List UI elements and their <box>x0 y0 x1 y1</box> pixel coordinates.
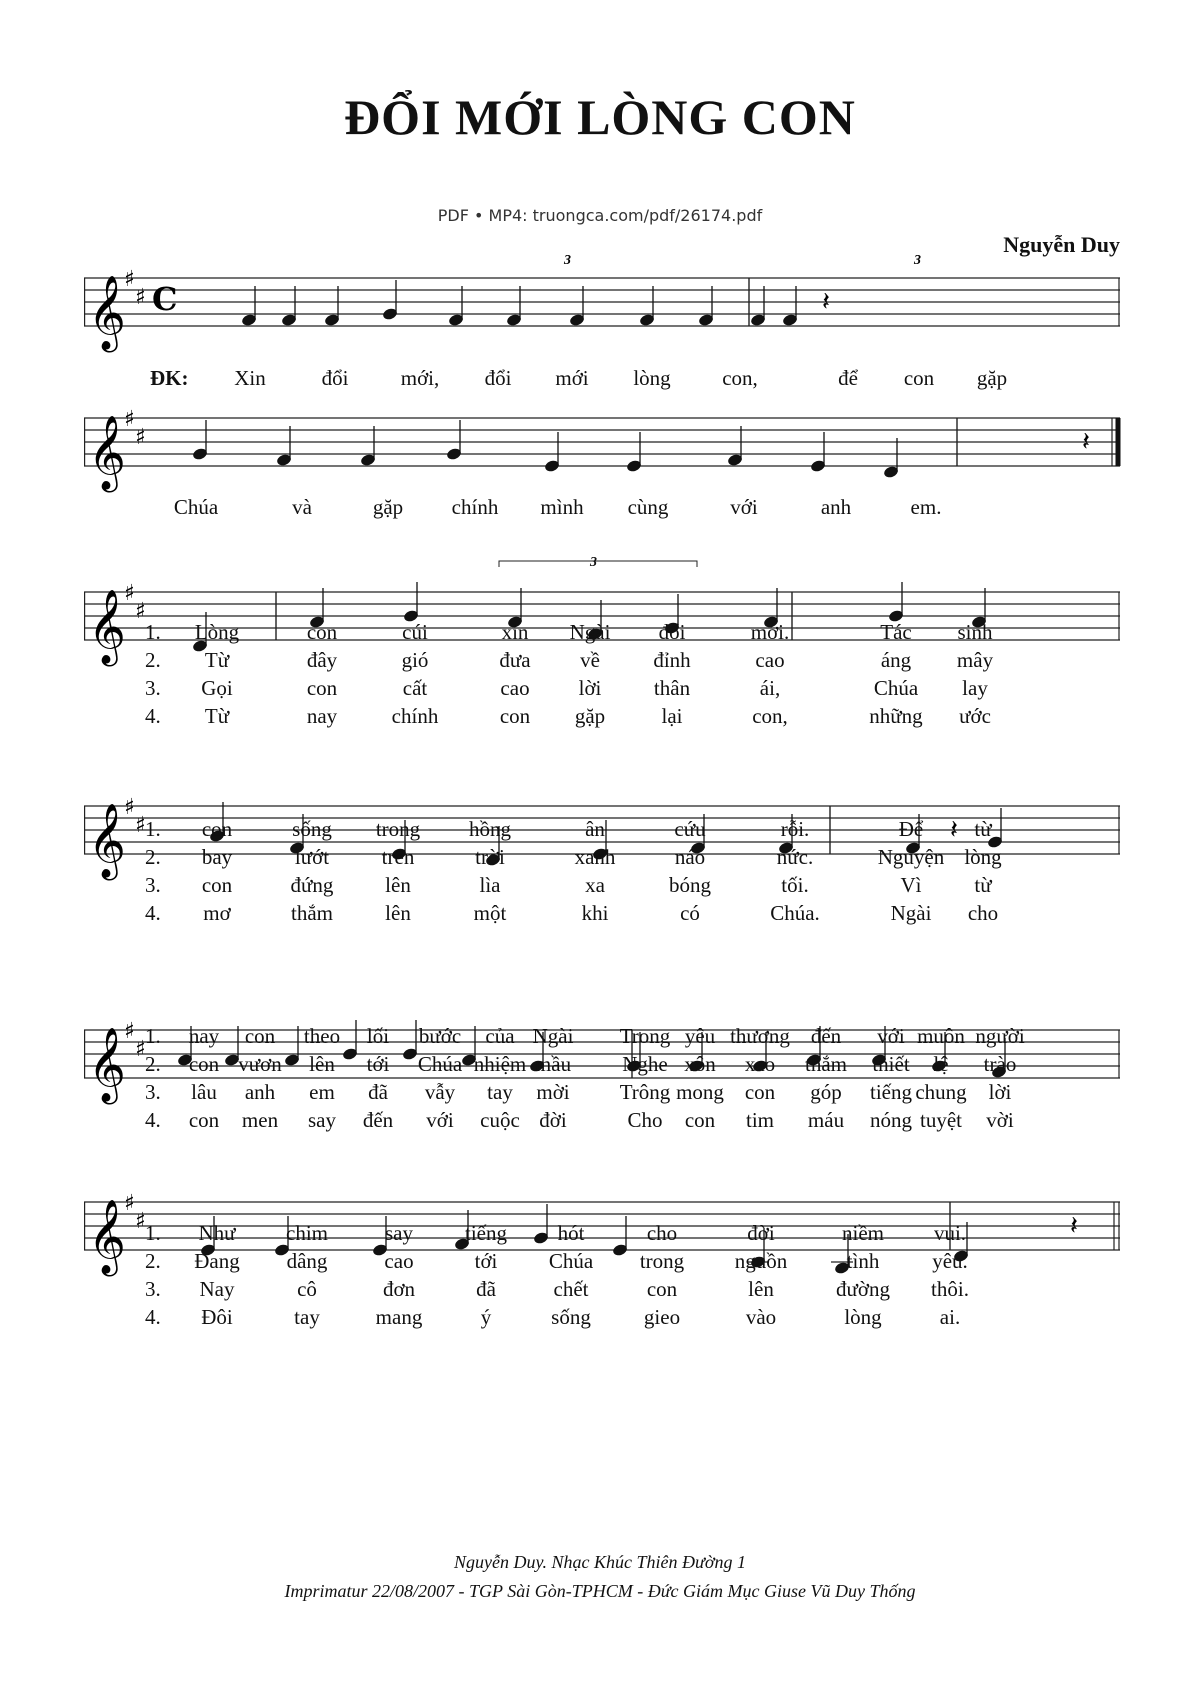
lyric-syllable: tới <box>366 1052 390 1076</box>
lyric-syllable: Vì <box>900 873 922 897</box>
lyric-syllable: đường <box>836 1277 890 1301</box>
lyric-syllable: mình <box>540 495 584 519</box>
lyric-syllable: lên <box>748 1277 774 1301</box>
triplet-mark: 3 <box>564 253 571 268</box>
lyric-syllable: gặp <box>574 704 606 728</box>
lyric-syllable: con <box>201 873 233 897</box>
lyric-syllable: men <box>241 1108 279 1132</box>
lyric-syllable: lòng <box>844 1305 882 1329</box>
lyric-syllable: đã <box>476 1277 496 1301</box>
lyric-syllable: lên <box>385 873 411 897</box>
lyric-syllable: Chúa <box>548 1249 594 1273</box>
lyric-syllable: nguồn <box>734 1249 788 1273</box>
lyric-syllable: Đang <box>194 1249 240 1273</box>
lyric-syllable: nhiệm <box>473 1052 527 1076</box>
lyric-syllable: Ngài <box>569 620 611 644</box>
sharp-icon: ♯ <box>124 267 135 292</box>
sharp-icon: ♯ <box>124 1019 135 1044</box>
lyric-syllable: cúi <box>402 620 428 644</box>
lyric-syllable: say <box>308 1108 336 1132</box>
lyric-syllable: cao <box>500 676 530 700</box>
lyric-syllable: con <box>188 1108 220 1132</box>
lyric-syllable: cứu <box>674 817 706 841</box>
lyric-syllable: bước <box>418 1024 462 1048</box>
lyric-syllable: sinh <box>957 620 993 644</box>
lyric-syllable: chính <box>451 495 499 519</box>
lyric-syllable: xanh <box>574 845 616 869</box>
lyric-syllable: đổi <box>658 620 686 644</box>
lyric-syllable: với <box>730 495 758 519</box>
lyric-syllable: Cho <box>627 1108 663 1132</box>
lyric-syllable: chết <box>553 1277 589 1301</box>
lyric-syllable: anh <box>244 1080 276 1104</box>
staff-system-2 <box>84 388 1120 498</box>
lyric-syllable: yêu. <box>932 1249 968 1273</box>
verse-number: 1. <box>145 817 161 841</box>
lyric-syllable: dâng <box>286 1249 328 1273</box>
lyric-syllable: đổi <box>484 366 512 390</box>
lyric-syllable: Tác <box>880 620 912 644</box>
lyric-syllable: Chúa <box>417 1052 463 1076</box>
lyric-syllable: lời <box>988 1080 1012 1104</box>
lyric-syllable: Nguyện <box>877 845 945 869</box>
lyric-syllable: Từ <box>204 648 230 672</box>
sharp-icon: ♯ <box>124 407 135 432</box>
lyric-syllable: về <box>580 648 600 672</box>
lyric-syllable: cuộc <box>480 1108 520 1132</box>
lyric-syllable: tới <box>474 1249 498 1273</box>
verse-number: 1. <box>145 1024 161 1048</box>
lyric-syllable: Trông <box>619 1080 671 1104</box>
lyric-syllable: mới <box>555 366 589 390</box>
lyric-syllable: với <box>877 1024 905 1048</box>
lyric-syllable: ai. <box>939 1305 961 1329</box>
lyric-syllable: Chúa <box>173 495 219 519</box>
treble-clef-icon: 𝄞 <box>88 804 126 878</box>
lyric-syllable: đổi <box>321 366 349 390</box>
lyric-syllable: lòng <box>633 366 671 390</box>
sharp-icon: ♯ <box>135 1037 146 1062</box>
footer-source: Nguyễn Duy. Nhạc Khúc Thiên Đường 1 <box>454 1552 746 1572</box>
lyric-syllable: gió <box>401 648 429 672</box>
lyric-syllable: thắm <box>291 901 333 925</box>
lyric-syllable: ái, <box>759 676 781 700</box>
footer-imprimatur: Imprimatur 22/08/2007 - TGP Sài Gòn-TPHCM - Đức Giám Mục Giuse Vũ Duy Thống <box>284 1581 916 1601</box>
lyric-syllable: hót <box>557 1221 585 1245</box>
lyric-syllable: Từ <box>204 704 230 728</box>
sharp-icon: ♯ <box>135 599 146 624</box>
lyric-syllable: lời <box>578 676 602 700</box>
lyric-syllable: mây <box>956 648 994 672</box>
sharp-icon: ♯ <box>135 425 146 450</box>
lyric-syllable: bóng <box>669 873 711 897</box>
lyric-syllable: vào <box>745 1305 777 1329</box>
verse-number: 4. <box>145 704 161 728</box>
lyric-syllable: đơn <box>382 1277 416 1301</box>
lyric-syllable: máu <box>807 1108 845 1132</box>
lyric-syllable: lâu <box>191 1080 217 1104</box>
lyric-syllable: áng <box>880 648 912 672</box>
lyric-syllable: sống <box>551 1305 591 1329</box>
refrain-label: ĐK: <box>150 366 189 390</box>
lyric-syllable: cùng <box>627 495 669 519</box>
lyric-syllable: mầu <box>534 1052 572 1076</box>
lyric-syllable: tim <box>745 1108 775 1132</box>
verse-number: 4. <box>145 1305 161 1329</box>
lyric-syllable: rỗi. <box>780 817 810 841</box>
lyric-syllable: sống <box>292 817 332 841</box>
lyric-syllable: lối <box>366 1024 390 1048</box>
lyric-syllable: em <box>309 1080 335 1104</box>
lyric-syllable: tối. <box>781 873 809 897</box>
lyric-syllable: náo <box>674 845 706 869</box>
lyric-syllable: góp <box>810 1080 842 1104</box>
lyric-syllable: con <box>306 676 338 700</box>
lyric-syllable: tình <box>846 1249 880 1273</box>
sharp-icon: ♯ <box>124 1191 135 1216</box>
lyric-syllable: vươn <box>238 1052 282 1076</box>
lyric-syllable: xa <box>585 873 605 897</box>
lyric-syllable: xao <box>744 1052 776 1076</box>
lyric-syllable: vẫy <box>424 1080 456 1104</box>
lyric-syllable: em. <box>910 495 942 519</box>
lyric-syllable: chim <box>286 1221 328 1245</box>
source-link[interactable]: PDF • MP4: truongca.com/pdf/26174.pdf <box>437 206 763 225</box>
lyric-syllable: con <box>684 1108 716 1132</box>
lyric-syllable: Nghe <box>622 1052 668 1076</box>
lyric-syllable: lướt <box>294 845 330 869</box>
lyric-syllable: Gọi <box>201 676 233 700</box>
verse-number: 3. <box>145 1080 161 1104</box>
lyric-syllable: những <box>869 704 923 728</box>
verse-number: 3. <box>145 676 161 700</box>
triplet-bracket <box>499 561 697 567</box>
lyric-syllable: lên <box>385 901 411 925</box>
treble-clef-icon: 𝄞 <box>88 590 126 664</box>
verse-number: 4. <box>145 901 161 925</box>
lyric-syllable: thân <box>653 676 691 700</box>
lyric-syllable: cô <box>297 1277 317 1301</box>
lyric-syllable: gặp <box>372 495 404 519</box>
lyric-syllable: Ngài <box>532 1024 574 1048</box>
lyric-syllable: hồng <box>469 817 511 841</box>
lyric-syllable: khi <box>581 901 609 925</box>
lyric-syllable: một <box>473 901 507 925</box>
lyric-syllable: nay <box>306 704 338 728</box>
lyric-syllable: con <box>744 1080 776 1104</box>
lyric-syllable: có <box>680 901 700 925</box>
quarter-rest-icon: 𝄽 <box>1082 427 1090 457</box>
lyric-syllable: cất <box>402 676 428 700</box>
lyric-syllable: thương <box>730 1024 790 1048</box>
lyric-syllable: trời <box>475 845 505 869</box>
lyric-syllable: Ngài <box>890 901 932 925</box>
lyric-syllable: cho <box>967 901 999 925</box>
lyric-syllable: say <box>385 1221 413 1245</box>
lyric-syllable: người <box>975 1024 1025 1048</box>
lyric-syllable: từ <box>974 817 992 841</box>
lyric-syllable: Nay <box>199 1277 235 1301</box>
sharp-icon: ♯ <box>135 1209 146 1234</box>
treble-clef-icon: 𝄞 <box>88 1200 126 1274</box>
lyric-syllable: Đôi <box>201 1305 233 1329</box>
lyric-syllable: thôi. <box>931 1277 969 1301</box>
lyric-syllable: nay <box>188 1024 220 1048</box>
lyric-syllable: mơ <box>203 901 231 925</box>
lyric-syllable: nức. <box>776 845 814 869</box>
lyric-syllable: ân <box>585 817 605 841</box>
verse-number: 2. <box>145 1249 161 1273</box>
lyric-syllable: yêu <box>684 1024 716 1048</box>
lyric-syllable: Xin <box>234 366 266 390</box>
lyric-syllable: mong <box>676 1080 724 1104</box>
lyric-syllable: Lòng <box>194 620 240 644</box>
staff-system-1 <box>84 248 1120 358</box>
lyric-syllable: đưa <box>499 648 531 672</box>
lyric-syllable: con, <box>722 366 758 390</box>
lyric-syllable: vời <box>986 1108 1014 1132</box>
lyric-syllable: cao <box>384 1249 414 1273</box>
lyric-syllable: để <box>838 366 858 390</box>
lyric-syllable: Trong <box>619 1024 671 1048</box>
lyric-syllable: tay <box>487 1080 513 1104</box>
song-title: ĐỔI MỚI LÒNG CON <box>344 89 856 145</box>
lyric-syllable: tiếng <box>870 1080 912 1104</box>
lyric-syllable: đã <box>368 1080 388 1104</box>
lyric-syllable: con <box>201 817 233 841</box>
quarter-rest-icon: 𝄽 <box>950 815 958 845</box>
lyric-syllable: cao <box>755 648 785 672</box>
lyric-syllable: thiết <box>872 1052 910 1076</box>
common-time-icon: C <box>152 280 178 318</box>
lyric-syllable: mang <box>375 1305 423 1329</box>
lyric-syllable: xin <box>501 620 529 644</box>
lyric-syllable: tay <box>294 1305 320 1329</box>
treble-clef-icon: 𝄞 <box>88 1028 126 1102</box>
lyric-syllable: tiếng <box>465 1221 507 1245</box>
verse-number: 2. <box>145 1052 161 1076</box>
lyric-syllable: đời <box>747 1221 775 1245</box>
lyric-syllable: với <box>426 1108 454 1132</box>
lyric-syllable: thắm <box>805 1052 847 1076</box>
lyric-syllable: và <box>292 495 312 519</box>
lyric-syllable: chính <box>391 704 439 728</box>
lyric-syllable: đến <box>810 1024 842 1048</box>
lyric-syllable: ước <box>959 704 991 728</box>
composer-name: Nguyễn Duy <box>1003 232 1120 257</box>
lyric-syllable: lại <box>661 704 683 728</box>
lyric-syllable: con <box>188 1052 220 1076</box>
lyric-syllable: niềm <box>842 1221 884 1245</box>
lyric-syllable: xôn <box>684 1052 716 1076</box>
lyric-syllable: đến <box>362 1108 394 1132</box>
lyric-syllable: muôn <box>917 1024 965 1048</box>
lyric-syllable: gieo <box>643 1305 681 1329</box>
verse-number: 1. <box>145 620 161 644</box>
lyric-syllable: đây <box>306 648 338 672</box>
lyric-syllable: ý <box>480 1305 492 1329</box>
lyric-syllable: mời <box>536 1080 570 1104</box>
lyric-syllable: Chúa. <box>770 901 820 925</box>
lyric-syllable: vui. <box>933 1221 967 1245</box>
quarter-rest-icon: 𝄽 <box>1070 1211 1078 1241</box>
lyric-syllable: trên <box>381 845 415 869</box>
lyric-syllable: chung <box>915 1080 967 1104</box>
lyric-syllable: Để <box>898 817 924 841</box>
lyric-syllable: lên <box>309 1052 335 1076</box>
lyric-syllable: bay <box>201 845 233 869</box>
verse-number: 3. <box>145 1277 161 1301</box>
lyric-syllable: trào <box>983 1052 1017 1076</box>
lyric-syllable: đời <box>539 1108 567 1132</box>
verse-number: 3. <box>145 873 161 897</box>
lyric-syllable: con <box>646 1277 678 1301</box>
lyric-syllable: Như <box>198 1221 236 1245</box>
lyric-syllable: từ <box>974 873 992 897</box>
footer <box>0 1548 1200 1606</box>
verse-number: 2. <box>145 648 161 672</box>
lyric-syllable: anh <box>820 495 852 519</box>
lyric-syllable: trong <box>639 1249 685 1273</box>
sharp-icon: ♯ <box>135 813 146 838</box>
lyric-syllable: đứng <box>290 873 334 897</box>
lyric-syllable: cho <box>646 1221 678 1245</box>
sharp-icon: ♯ <box>124 795 135 820</box>
lyric-syllable: lệ <box>933 1052 949 1076</box>
lyric-syllable: Chúa <box>873 676 919 700</box>
lyric-syllable: con, <box>752 704 788 728</box>
lyric-syllable: con <box>499 704 531 728</box>
lyric-syllable: mới, <box>400 366 440 390</box>
verse-number: 1. <box>145 1221 161 1245</box>
lyric-syllable: lòng <box>964 845 1002 869</box>
lyric-syllable: mới. <box>750 620 790 644</box>
treble-clef-icon: 𝄞 <box>88 276 126 350</box>
verse-number: 4. <box>145 1108 161 1132</box>
lyric-syllable: của <box>485 1024 515 1048</box>
quarter-rest-icon: 𝄽 <box>822 287 830 317</box>
lyric-syllable: con <box>244 1024 276 1048</box>
lyric-syllable: đỉnh <box>653 648 691 672</box>
treble-clef-icon: 𝄞 <box>88 416 126 490</box>
triplet-mark: 3 <box>590 555 597 570</box>
lyric-syllable: trong <box>375 817 421 841</box>
lyric-syllable: lay <box>962 676 988 700</box>
lyric-syllable: gặp <box>976 366 1008 390</box>
triplet-mark: 3 <box>914 253 921 268</box>
lyric-syllable: theo <box>303 1024 341 1048</box>
lyric-syllable: nóng <box>870 1108 912 1132</box>
lyric-syllable: con <box>306 620 338 644</box>
sharp-icon: ♯ <box>135 285 146 310</box>
verse-number: 2. <box>145 845 161 869</box>
sharp-icon: ♯ <box>124 581 135 606</box>
lyric-syllable: tuyệt <box>920 1108 962 1132</box>
lyric-syllable: con <box>903 366 935 390</box>
lyric-syllable: lìa <box>479 873 501 897</box>
